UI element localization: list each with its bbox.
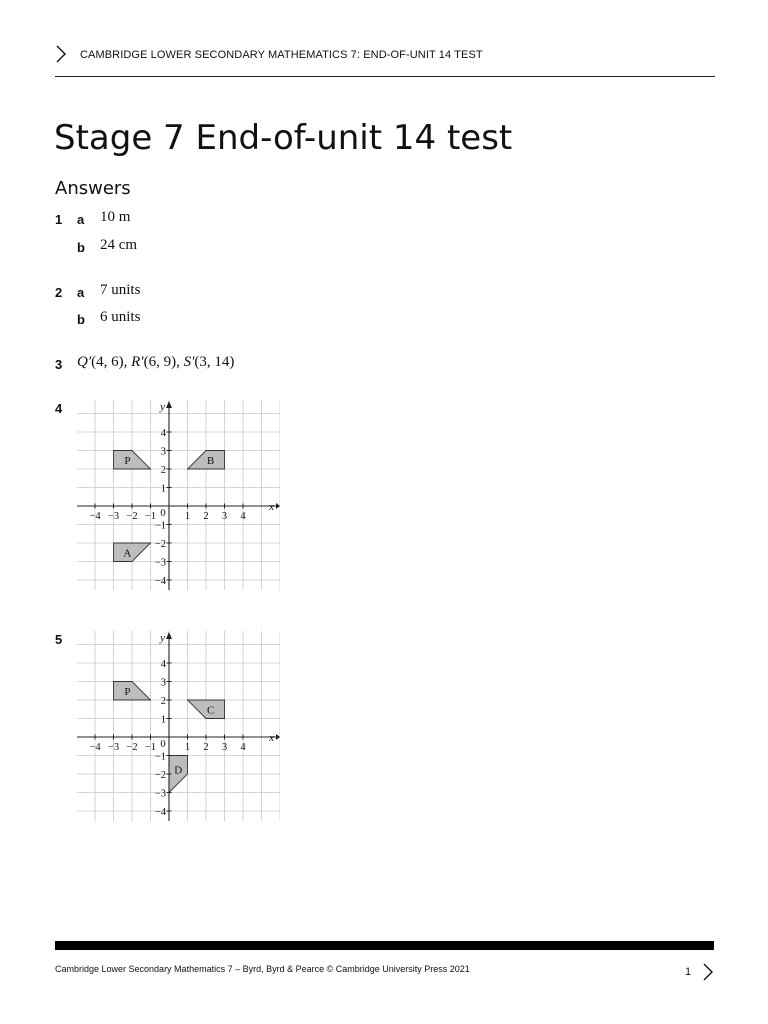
- section-subtitle: Answers: [55, 178, 131, 199]
- x-tick-label: 3: [221, 511, 228, 522]
- chevron-right-icon: [55, 44, 67, 64]
- y-tick-label: 1: [160, 483, 166, 495]
- y-axis-arrow: [166, 632, 172, 639]
- y-axis-arrow: [166, 401, 172, 408]
- y-tick-label: 2: [160, 465, 166, 476]
- question-number: 3: [55, 357, 63, 372]
- point-label: R′: [131, 354, 144, 370]
- x-tick-label: 4: [240, 742, 246, 753]
- point-label: S′: [183, 354, 195, 370]
- question-number: 5: [55, 632, 63, 647]
- y-tick-label: −3: [154, 557, 166, 569]
- y-tick-label: −4: [154, 576, 166, 587]
- coordinates: (4, 6),: [91, 354, 132, 370]
- shape-label: P: [124, 454, 131, 467]
- shape-a: [114, 543, 151, 562]
- x-tick-label: −1: [144, 511, 157, 522]
- x-tick-label: 0: [160, 508, 166, 519]
- y-tick-label: −1: [154, 520, 166, 532]
- x-tick-label: 0: [160, 739, 166, 750]
- page-header: [55, 44, 715, 77]
- x-tick-label: −2: [126, 511, 138, 522]
- header-title: CAMBRIDGE LOWER SECONDARY MATHEMATICS 7: END-OF-UNIT 14 TEST: [80, 49, 483, 61]
- x-tick-label: −3: [107, 511, 120, 522]
- question-number: 1: [55, 212, 63, 227]
- x-tick-label: −4: [89, 742, 101, 753]
- y-tick-label: 4: [160, 428, 166, 439]
- page-number: 1: [685, 966, 692, 978]
- y-tick-label: −3: [154, 788, 166, 800]
- coordinate-grid: [77, 400, 280, 590]
- x-axis-arrow: [276, 503, 280, 509]
- x-axis-label: x: [269, 732, 274, 744]
- x-tick-label: 3: [221, 742, 228, 753]
- y-tick-label: −2: [154, 539, 166, 550]
- y-tick-label: 4: [160, 659, 166, 670]
- shape-label: B: [206, 454, 215, 467]
- y-tick-label: 1: [160, 714, 166, 726]
- y-axis-label: y: [160, 401, 165, 413]
- y-tick-label: −2: [154, 770, 166, 781]
- y-tick-label: 3: [160, 677, 166, 689]
- y-axis-label: y: [160, 632, 165, 644]
- part-label: a: [77, 212, 85, 227]
- coordinate-grid: [77, 631, 280, 821]
- y-tick-label: −1: [154, 751, 166, 763]
- answer-text: 24 cm: [100, 237, 138, 253]
- question-number: 2: [55, 285, 63, 300]
- x-tick-label: 4: [240, 511, 246, 522]
- shape-p: [114, 682, 151, 701]
- x-tick-label: 1: [184, 742, 191, 753]
- footer-copyright: Cambridge Lower Secondary Mathematics 7 – Byrd, Byrd & Pearce © Cambridge University Press 2021: [55, 964, 470, 974]
- x-tick-label: 2: [203, 511, 209, 522]
- answer-text: [77, 354, 234, 371]
- shape-p: [114, 451, 151, 470]
- part-label: a: [77, 285, 85, 300]
- x-tick-label: 2: [203, 742, 209, 753]
- question-number: 4: [55, 401, 63, 416]
- answer-text: 6 units: [100, 309, 141, 325]
- page-title: Stage 7 End-of-unit 14 test: [54, 118, 513, 158]
- y-tick-label: 3: [160, 446, 166, 458]
- x-axis-arrow: [276, 734, 280, 740]
- shape-label: P: [124, 685, 131, 698]
- shape-label: C: [206, 704, 215, 717]
- point-label: Q′: [77, 354, 92, 370]
- coordinates: (3, 14): [194, 354, 235, 370]
- chevron-right-icon: [702, 962, 714, 982]
- x-axis-label: x: [269, 501, 274, 513]
- shape-label: A: [123, 547, 132, 560]
- x-tick-label: −2: [126, 742, 138, 753]
- coordinates: (6, 9),: [143, 354, 184, 370]
- shape-label: D: [174, 764, 183, 777]
- x-tick-label: −1: [144, 742, 157, 753]
- answer-text: 7 units: [100, 282, 141, 298]
- x-tick-label: −3: [107, 742, 120, 753]
- part-label: b: [77, 240, 85, 255]
- y-tick-label: −4: [154, 807, 166, 818]
- y-tick-label: 2: [160, 696, 166, 707]
- answer-text: 10 m: [100, 209, 131, 225]
- part-label: b: [77, 312, 85, 327]
- x-tick-label: −4: [89, 511, 101, 522]
- x-tick-label: 1: [184, 511, 191, 522]
- footer-rule: [55, 941, 714, 950]
